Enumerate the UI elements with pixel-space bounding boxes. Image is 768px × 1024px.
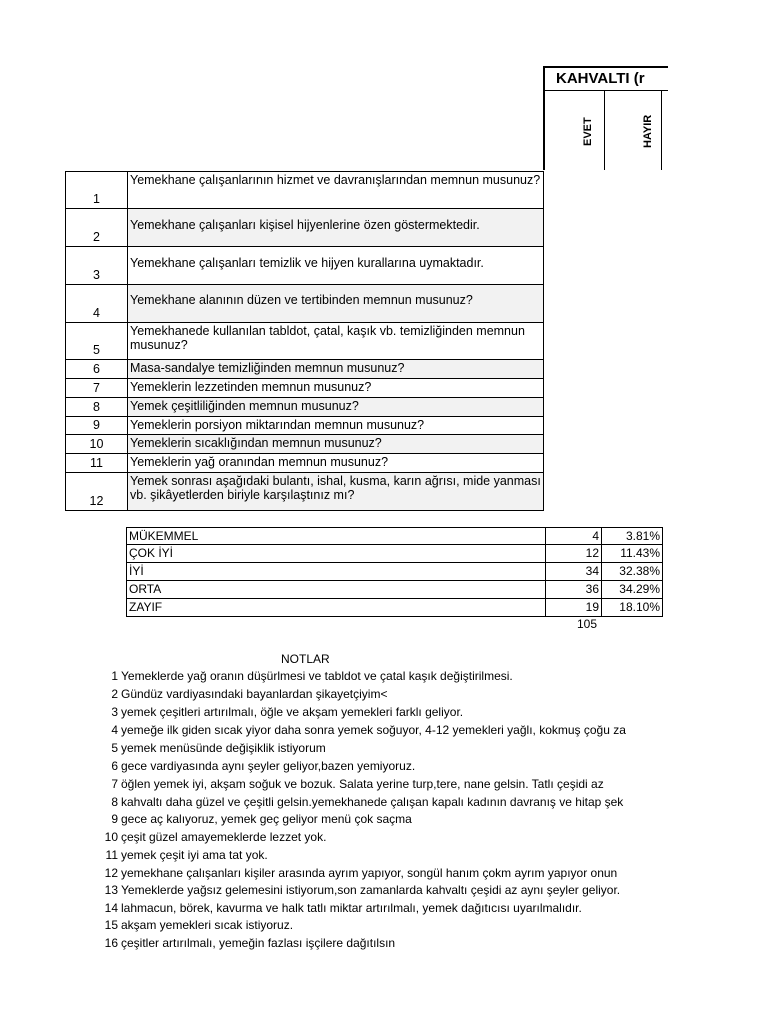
rating-percent: 11.43% xyxy=(620,546,660,560)
note-text: Gündüz vardiyasındaki bayanlardan şikayetçiyim< xyxy=(121,687,388,701)
note-number: 13 xyxy=(104,883,118,897)
question-row xyxy=(65,360,544,379)
note-text: yemek menüsünde değişiklik istiyorum xyxy=(121,741,326,755)
note-number: 15 xyxy=(104,918,118,932)
note-text: gece vardiyasında aynı şeyler geliyor,bazen yemiyoruz. xyxy=(121,759,416,773)
note-item xyxy=(94,883,620,897)
question-text: Masa-sandalye temizliğinden memnun musunuz? xyxy=(127,360,543,378)
note-number: 11 xyxy=(105,848,118,862)
rating-row xyxy=(126,527,663,545)
question-number: 1 xyxy=(93,192,100,206)
question-row xyxy=(65,209,544,247)
question-text: Yemeklerin lezzetinden memnun musunuz? xyxy=(127,379,543,397)
notes-title: NOTLAR xyxy=(281,652,330,666)
rating-percent: 34.29% xyxy=(619,582,660,596)
note-item xyxy=(94,812,412,826)
question-number: 2 xyxy=(93,230,100,244)
note-text: yemek çeşit iyi ama tat yok. xyxy=(121,848,268,862)
note-text: çeşitler artırılmalı, yemeğin fazlası işçilere dağıtılsın xyxy=(121,936,396,950)
question-text: Yemek çeşitliliğinden memnun musunuz? xyxy=(127,398,543,416)
question-row xyxy=(65,473,544,511)
note-text: yemek çeşitleri artırılmalı, öğle ve akşam yemekleri farklı geliyor. xyxy=(121,705,464,719)
note-number: 2 xyxy=(111,687,118,701)
rating-count: 36 xyxy=(545,581,602,598)
note-number: 9 xyxy=(111,812,118,826)
rating-label: ÇOK İYİ xyxy=(129,546,174,560)
col-yes-label: EVET xyxy=(582,117,594,146)
note-item xyxy=(94,669,513,683)
note-item xyxy=(94,848,268,862)
question-number: 3 xyxy=(93,268,100,282)
question-row xyxy=(65,323,544,360)
note-number: 12 xyxy=(104,866,118,880)
note-item xyxy=(94,830,326,844)
note-text: öğlen yemek iyi, akşam soğuk ve bozuk. Salata yerine turp,tere, nane gelsin. Tatlı çeşidi az xyxy=(121,777,604,791)
note-item xyxy=(94,795,623,809)
header-title: KAHVALTI (r xyxy=(556,70,645,87)
rating-percent: 32.38% xyxy=(619,564,660,578)
note-text: çeşit güzel amayemeklerde lezzet yok. xyxy=(121,830,327,844)
note-item xyxy=(94,723,626,737)
question-text: Yemeklerin yağ oranından memnun musunuz? xyxy=(127,454,543,472)
rating-row xyxy=(126,563,663,581)
question-text: Yemeklerin sıcaklığından memnun musunuz? xyxy=(127,435,543,453)
note-number: 6 xyxy=(111,759,118,773)
rating-percent: 18.10% xyxy=(619,600,660,614)
rating-count: 34 xyxy=(545,563,602,580)
note-text: yemeğe ilk giden sıcak yiyor daha sonra yemek soğuyor, 4-12 yemekleri yağlı, kokmuş çoğu za xyxy=(121,723,626,737)
note-item xyxy=(94,901,582,915)
question-row xyxy=(65,285,544,323)
note-text: lahmacun, börek, kavurma ve halk tatlı miktar artırılmalı, yemek dağıtıcısı uyarılmalıdır. xyxy=(121,901,582,915)
header-col-divider xyxy=(604,90,605,170)
question-row xyxy=(65,171,544,209)
question-text: Yemekhane çalışanları temizlik ve hijyen kurallarına uymaktadır. xyxy=(127,247,543,284)
question-row xyxy=(65,398,544,417)
note-number: 5 xyxy=(111,741,118,755)
question-number: 10 xyxy=(89,437,104,451)
rating-label: ZAYIF xyxy=(129,600,163,614)
note-item xyxy=(94,777,604,791)
note-item xyxy=(94,705,463,719)
rating-count: 12 xyxy=(545,545,602,562)
question-text: Yemekhane alanının düzen ve tertibinden memnun musunuz? xyxy=(127,285,543,322)
note-number: 14 xyxy=(104,901,118,915)
note-number: 7 xyxy=(111,777,118,791)
question-row xyxy=(65,417,544,435)
question-number: 5 xyxy=(93,343,100,357)
note-number: 8 xyxy=(111,795,118,809)
rating-label: MÜKEMMEL xyxy=(129,529,199,543)
note-text: akşam yemekleri sıcak istiyoruz. xyxy=(121,918,294,932)
rating-count: 4 xyxy=(545,528,602,545)
question-text: Yemekhane çalışanlarının hizmet ve davranışlarından memnun musunuz? xyxy=(127,172,543,208)
question-number: 8 xyxy=(93,400,100,414)
note-text: yemekhane çalışanları kişiler arasında ayrım yapıyor, songül hanım çokm ayrım yapıyor onun xyxy=(121,866,618,880)
rating-percent: 3.81% xyxy=(625,529,660,543)
ratings-total: 105 xyxy=(576,617,597,631)
note-item xyxy=(94,936,395,950)
note-number: 10 xyxy=(104,830,118,844)
note-number: 3 xyxy=(111,705,118,719)
note-item xyxy=(94,741,326,755)
question-text: Yemeklerin porsiyon miktarından memnun musunuz? xyxy=(127,417,543,434)
question-number: 7 xyxy=(93,381,100,395)
note-item xyxy=(94,918,293,932)
rating-label: ORTA xyxy=(129,582,162,596)
note-text: Yemeklerde yağ oranın düşürlmesi ve tabldot ve çatal kaşık değiştirilmesi. xyxy=(121,669,513,683)
note-item xyxy=(94,687,387,701)
question-number: 6 xyxy=(93,362,100,376)
question-text: Yemekhane çalışanları kişisel hijyenlerine özen göstermektedir. xyxy=(127,209,543,246)
question-number: 12 xyxy=(89,494,104,508)
note-item xyxy=(94,866,617,880)
question-text: Yemek sonrası aşağıdaki bulantı, ishal, kusma, karın ağrısı, mide yanması vb. şikâyetlerden biriyle karşılaştınız mı? xyxy=(127,473,543,510)
note-text: gece aç kalıyoruz, yemek geç geliyor menü çok saçma xyxy=(121,812,412,826)
col-no-label: HAYIR xyxy=(642,114,654,148)
question-row xyxy=(65,435,544,454)
rating-count: 19 xyxy=(545,599,602,616)
question-row xyxy=(65,379,544,398)
rating-label: İYİ xyxy=(129,564,144,578)
note-number: 4 xyxy=(111,723,118,737)
question-number: 9 xyxy=(93,418,100,432)
rating-row xyxy=(126,581,663,599)
header-divider xyxy=(543,90,668,91)
question-row xyxy=(65,247,544,285)
header-col-divider-2 xyxy=(661,90,662,170)
question-number: 11 xyxy=(90,456,103,470)
question-number: 4 xyxy=(93,306,100,320)
question-text: Yemekhanede kullanılan tabldot, çatal, kaşık vb. temizliğinden memnun musunuz? xyxy=(127,323,543,359)
rating-row xyxy=(126,599,663,617)
question-row xyxy=(65,454,544,473)
note-text: Yemeklerde yağsız gelemesini istiyorum,son zamanlarda kahvaltı çeşidi az aynı şeyler geliyor. xyxy=(121,883,621,897)
note-text: kahvaltı daha güzel ve çeşitli gelsin.yemekhanede çalışan kapalı kadının davranış ve hitap şek xyxy=(121,795,624,809)
rating-row xyxy=(126,545,663,563)
note-number: 1 xyxy=(111,669,118,683)
note-number: 16 xyxy=(104,936,118,950)
note-item xyxy=(94,759,415,773)
